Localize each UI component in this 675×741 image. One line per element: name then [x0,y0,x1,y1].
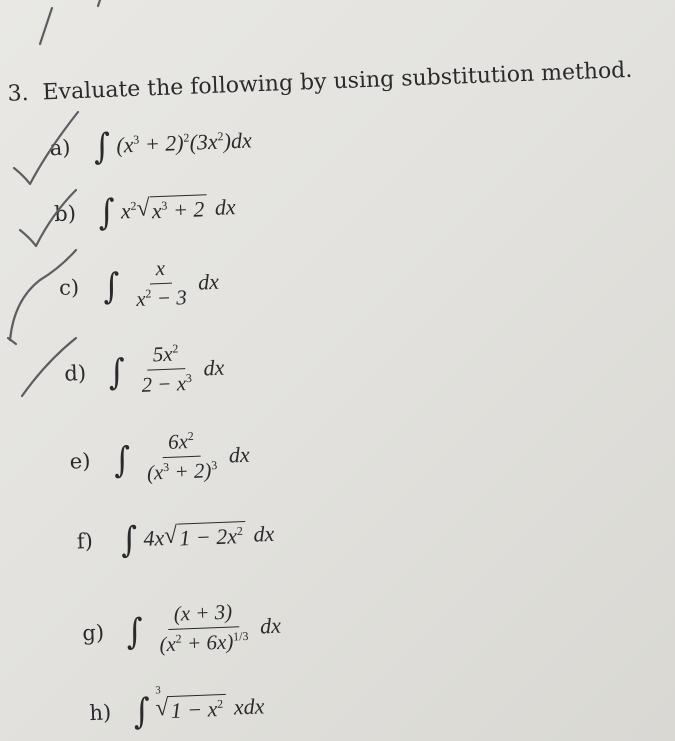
problem-label: g) [81,619,105,645]
integral-sign: ∫ [102,264,121,307]
pencil-stroke-top [40,8,52,44]
differential: xdx [227,693,265,720]
differential: dx [247,520,275,547]
denominator: $2 - x^3$ [141,370,193,397]
integral-sign: ∫ [132,689,151,733]
integral-sign: ∫ [107,350,126,393]
question-number: 3. [7,80,30,107]
square-root: √ $1 - 2x^2$ [164,521,247,552]
differential: dx [202,354,225,380]
denominator: $(x^3 + 2)^3$ [146,458,218,485]
differential: dx [208,194,237,221]
problem-label: h) [88,700,112,726]
integral-sign: ∫ [112,437,132,481]
differential: dx [259,612,282,638]
integral-sign: ∫ [120,518,139,561]
integral-sign: ∫ [92,124,112,168]
problem-label: a) [49,135,71,161]
check-mark-a [14,112,78,184]
check-mark-c-tail [8,338,16,344]
differential: dx [197,268,220,295]
differential: dx [228,441,251,468]
integrand: $x^2$ [120,198,137,224]
numerator: x [149,256,171,285]
problem-label: b) [53,201,77,227]
pencil-stroke-top-small [98,0,100,6]
problem-label: d) [63,360,87,386]
check-mark-d [22,338,76,396]
problem-label: c) [58,274,80,300]
integral-sign: ∫ [97,190,116,234]
check-mark-c [10,250,76,340]
problem-label: e) [69,448,91,474]
numerator: (x + 3) [167,599,239,630]
cube-root: 3 √ $1 - x^2$ [156,694,227,725]
check-mark-b [20,190,76,246]
denominator: $x^2 - 3$ [135,285,188,311]
square-root: √ $x^3 + 2$ [136,194,208,225]
integrand: $(x^3 + 2)^2(3x^2)dx$ [115,127,253,158]
question-prompt: Evaluate the following by using substitution method. [42,57,633,106]
problem-label: f) [76,528,94,554]
denominator: $(x^2 + 6x)^{1/3}$ [159,628,249,657]
numerator: $6x^2$ [162,429,201,458]
numerator: $5x^2$ [146,341,185,370]
integrand: 4x [142,525,165,551]
integral-sign: ∫ [125,609,144,653]
